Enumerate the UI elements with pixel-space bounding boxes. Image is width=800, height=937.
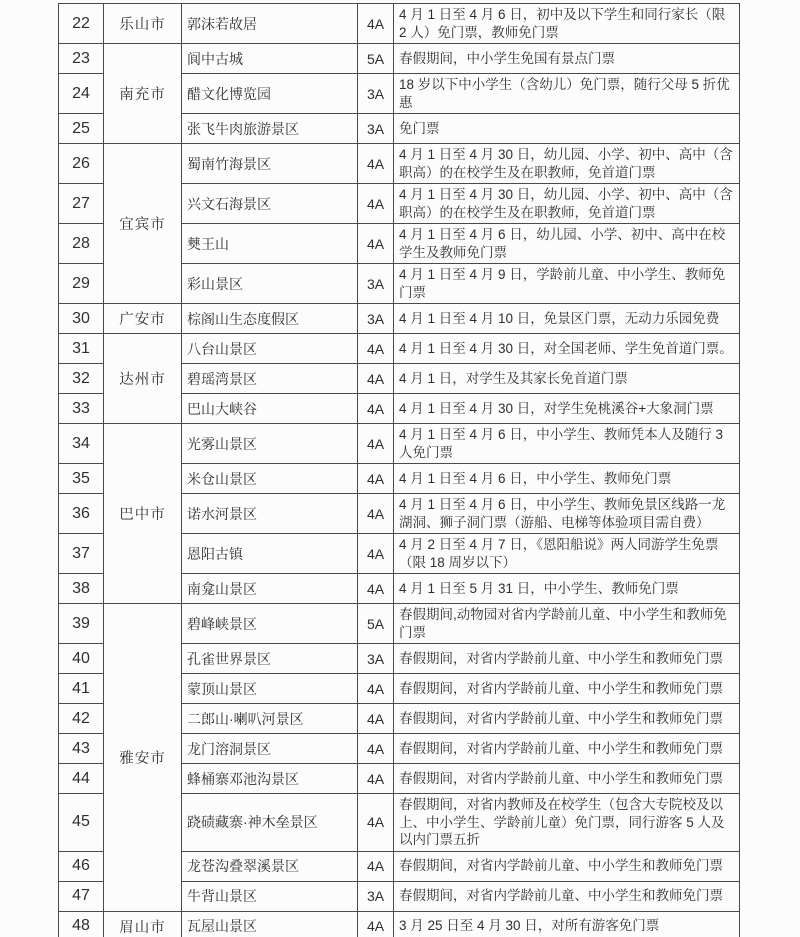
policy-cell: 3 月 25 日至 4 月 30 日，对所有游客免门票 [394, 911, 740, 937]
grade-cell: 5A [358, 44, 394, 74]
scenic-area-name-cell: 龙门溶洞景区 [182, 734, 358, 764]
grade-cell: 4A [358, 364, 394, 394]
row-number-cell: 41 [59, 674, 104, 704]
scenic-area-name-cell: 僰王山 [182, 224, 358, 264]
city-cell: 乐山市 [104, 4, 182, 44]
scenic-area-name-cell: 八台山景区 [182, 334, 358, 364]
city-cell: 巴中市 [104, 424, 182, 604]
row-number-cell: 46 [59, 851, 104, 881]
row-number-cell: 39 [59, 604, 104, 644]
scenic-area-name-cell: 郭沫若故居 [182, 4, 358, 44]
scenic-area-name-cell: 醋文化博览园 [182, 74, 358, 114]
grade-cell: 4A [358, 224, 394, 264]
scenic-area-name-cell: 兴文石海景区 [182, 184, 358, 224]
row-number-cell: 40 [59, 644, 104, 674]
scenic-area-policy-table [58, 3, 740, 937]
table-row [59, 44, 740, 74]
table-row [59, 4, 740, 44]
scenic-area-name-cell: 碧瑶湾景区 [182, 364, 358, 394]
grade-cell: 4A [358, 911, 394, 937]
row-number-cell: 25 [59, 114, 104, 144]
policy-cell: 4 月 1 日至 4 月 6 日，幼儿园、小学、初中、高中在校学生及教师免门票 [394, 224, 740, 264]
scenic-area-name-cell: 孔雀世界景区 [182, 644, 358, 674]
grade-cell: 3A [358, 644, 394, 674]
row-number-cell: 24 [59, 74, 104, 114]
scenic-area-name-cell: 蒙顶山景区 [182, 674, 358, 704]
policy-cell: 4 月 1 日至 4 月 6 日，初中及以下学生和同行家长（限 2 人）免门票，教师免门票 [394, 4, 740, 44]
grade-cell: 3A [358, 114, 394, 144]
grade-cell: 4A [358, 734, 394, 764]
scenic-area-name-cell: 蜀南竹海景区 [182, 144, 358, 184]
grade-cell: 4A [358, 144, 394, 184]
policy-cell: 4 月 1 日至 4 月 6 日，中小学生、教师凭本人及随行 3 人免门票 [394, 424, 740, 464]
scenic-area-name-cell: 碧峰峡景区 [182, 604, 358, 644]
grade-cell: 4A [358, 794, 394, 852]
table-row [59, 424, 740, 464]
policy-cell: 春假期间，对省内教师及在校学生（包含大专院校及以上、中小学生、学龄前儿童）免门票，同行游客 5 人及以内门票五折 [394, 794, 740, 852]
city-cell: 宜宾市 [104, 144, 182, 304]
policy-cell: 春假期间,动物园对省内学龄前儿童、中小学生和教师免门票 [394, 604, 740, 644]
scenic-area-name-cell: 张飞牛肉旅游景区 [182, 114, 358, 144]
row-number-cell: 35 [59, 464, 104, 494]
grade-cell: 4A [358, 424, 394, 464]
grade-cell: 4A [358, 184, 394, 224]
scenic-area-name-cell: 龙苍沟叠翠溪景区 [182, 851, 358, 881]
policy-cell: 春假期间，对省内学龄前儿童、中小学生和教师免门票 [394, 704, 740, 734]
table-row [59, 144, 740, 184]
row-number-cell: 22 [59, 4, 104, 44]
scenic-area-name-cell: 瓦屋山景区 [182, 911, 358, 937]
scenic-area-name-cell: 二郎山·喇叭河景区 [182, 704, 358, 734]
table-row [59, 911, 740, 937]
table-body [59, 4, 740, 937]
grade-cell: 4A [358, 574, 394, 604]
policy-cell: 春假期间，对省内学龄前儿童、中小学生和教师免门票 [394, 851, 740, 881]
grade-cell: 4A [358, 4, 394, 44]
policy-cell: 春假期间，对省内学龄前儿童、中小学生和教师免门票 [394, 644, 740, 674]
grade-cell: 4A [358, 394, 394, 424]
policy-cell: 免门票 [394, 114, 740, 144]
row-number-cell: 26 [59, 144, 104, 184]
row-number-cell: 28 [59, 224, 104, 264]
scenic-area-name-cell: 彩山景区 [182, 264, 358, 304]
policy-cell: 4 月 1 日至 4 月 9 日，学龄前儿童、中小学生、教师免门票 [394, 264, 740, 304]
policy-cell: 4 月 1 日至 4 月 30 日，对全国老师、学生免首道门票。 [394, 334, 740, 364]
table-row [59, 334, 740, 364]
row-number-cell: 45 [59, 794, 104, 852]
city-cell: 眉山市 [104, 911, 182, 937]
grade-cell: 3A [358, 881, 394, 911]
scenic-area-name-cell: 蜂桶寨邓池沟景区 [182, 764, 358, 794]
row-number-cell: 43 [59, 734, 104, 764]
grade-cell: 3A [358, 264, 394, 304]
grade-cell: 4A [358, 534, 394, 574]
policy-cell: 18 岁以下中小学生（含幼儿）免门票，随行父母 5 折优惠 [394, 74, 740, 114]
grade-cell: 3A [358, 304, 394, 334]
row-number-cell: 38 [59, 574, 104, 604]
scenic-area-name-cell: 阆中古城 [182, 44, 358, 74]
row-number-cell: 27 [59, 184, 104, 224]
grade-cell: 4A [358, 334, 394, 364]
scenic-area-name-cell: 诺水河景区 [182, 494, 358, 534]
scenic-area-name-cell: 巴山大峡谷 [182, 394, 358, 424]
city-cell: 达州市 [104, 334, 182, 424]
row-number-cell: 42 [59, 704, 104, 734]
row-number-cell: 32 [59, 364, 104, 394]
grade-cell: 5A [358, 604, 394, 644]
row-number-cell: 29 [59, 264, 104, 304]
city-cell: 广安市 [104, 304, 182, 334]
row-number-cell: 36 [59, 494, 104, 534]
policy-cell: 春假期间，对省内学龄前儿童、中小学生和教师免门票 [394, 674, 740, 704]
grade-cell: 4A [358, 851, 394, 881]
table-row [59, 604, 740, 644]
grade-cell: 4A [358, 764, 394, 794]
row-number-cell: 33 [59, 394, 104, 424]
row-number-cell: 30 [59, 304, 104, 334]
scenic-area-name-cell: 光雾山景区 [182, 424, 358, 464]
policy-cell: 4 月 2 日至 4 月 7 日，《恩阳船说》两人同游学生免票（限 18 周岁以下） [394, 534, 740, 574]
row-number-cell: 23 [59, 44, 104, 74]
table-row [59, 304, 740, 334]
row-number-cell: 47 [59, 881, 104, 911]
policy-cell: 春假期间，中小学生免国有景点门票 [394, 44, 740, 74]
grade-cell: 4A [358, 464, 394, 494]
grade-cell: 4A [358, 704, 394, 734]
row-number-cell: 44 [59, 764, 104, 794]
policy-cell: 4 月 1 日至 4 月 30 日，幼儿园、小学、初中、高中（含职高）的在校学生及在职教师，免首道门票 [394, 144, 740, 184]
policy-cell: 春假期间，对省内学龄前儿童、中小学生和教师免门票 [394, 764, 740, 794]
policy-cell: 4 月 1 日至 4 月 10 日，免景区门票，无动力乐园免费 [394, 304, 740, 334]
policy-cell: 春假期间，对省内学龄前儿童、中小学生和教师免门票 [394, 734, 740, 764]
scenic-area-name-cell: 南龛山景区 [182, 574, 358, 604]
policy-cell: 4 月 1 日至 4 月 30 日，对学生免桃溪谷+大象洞门票 [394, 394, 740, 424]
policy-cell: 4 月 1 日至 4 月 6 日，中小学生、教师免门票 [394, 464, 740, 494]
policy-cell: 4 月 1 日，对学生及其家长免首道门票 [394, 364, 740, 394]
scenic-area-name-cell: 跷碛藏寨·神木垒景区 [182, 794, 358, 852]
scenic-area-name-cell: 牛背山景区 [182, 881, 358, 911]
policy-cell: 4 月 1 日至 4 月 30 日，幼儿园、小学、初中、高中（含职高）的在校学生及在职教师，免首道门票 [394, 184, 740, 224]
grade-cell: 3A [358, 74, 394, 114]
row-number-cell: 34 [59, 424, 104, 464]
scenic-area-name-cell: 棕阁山生态度假区 [182, 304, 358, 334]
grade-cell: 4A [358, 674, 394, 704]
scenic-area-name-cell: 恩阳古镇 [182, 534, 358, 574]
policy-cell: 春假期间，对省内学龄前儿童、中小学生和教师免门票 [394, 881, 740, 911]
policy-cell: 4 月 1 日至 5 月 31 日，中小学生、教师免门票 [394, 574, 740, 604]
scenic-area-name-cell: 米仓山景区 [182, 464, 358, 494]
row-number-cell: 31 [59, 334, 104, 364]
row-number-cell: 37 [59, 534, 104, 574]
grade-cell: 4A [358, 494, 394, 534]
city-cell: 雅安市 [104, 604, 182, 912]
city-cell: 南充市 [104, 44, 182, 144]
row-number-cell: 48 [59, 911, 104, 937]
policy-cell: 4 月 1 日至 4 月 6 日，中小学生、教师免景区线路一龙湖洞、狮子洞门票（游船、电梯等体验项目需自费） [394, 494, 740, 534]
